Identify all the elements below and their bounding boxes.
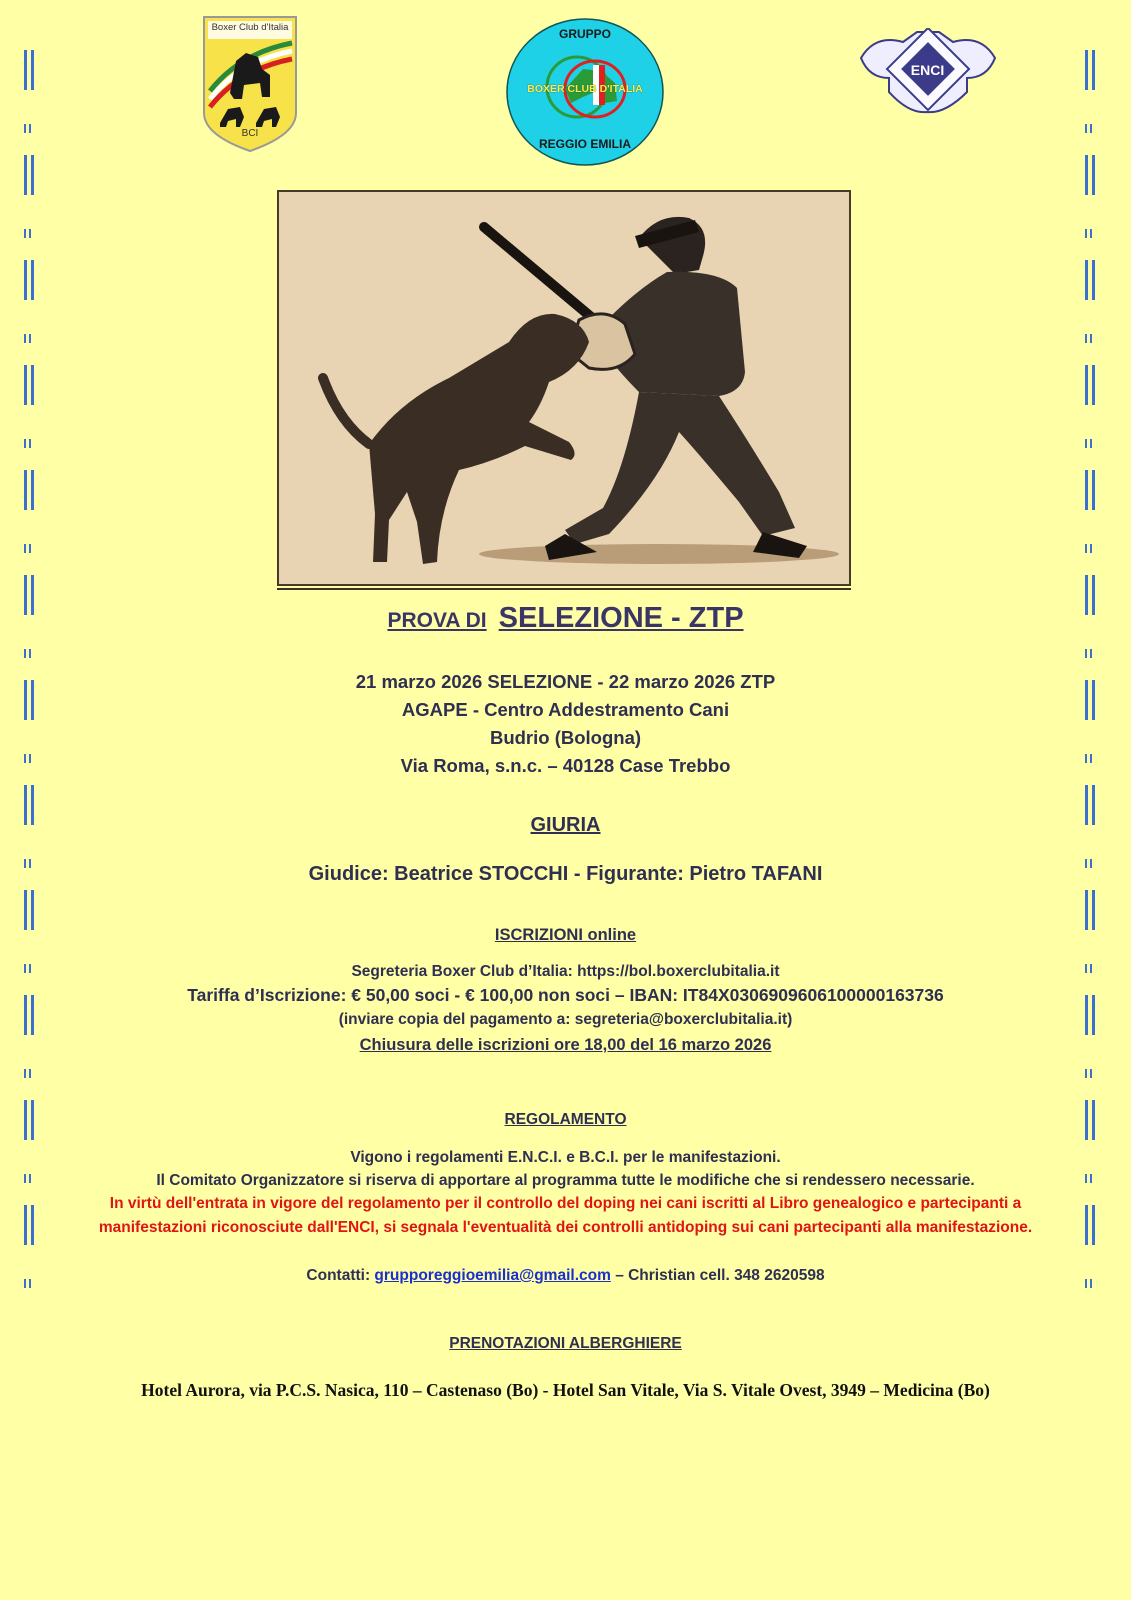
bci-logo bbox=[200, 13, 300, 153]
border-tick-mark bbox=[1085, 645, 1107, 663]
border-tick-mark bbox=[1085, 330, 1107, 348]
border-tick-mark bbox=[24, 540, 46, 558]
event-address: Via Roma, s.n.c. – 40128 Case Trebbo bbox=[400, 755, 731, 776]
regolamento-line1: Vigono i regolamenti E.N.C.I. e B.C.I. per le manifestazioni. bbox=[350, 1149, 781, 1166]
prenotazioni-hotels: Hotel Aurora, via P.C.S. Nasica, 110 – Castenaso (Bo) - Hotel San Vitale, Via S. Vitale Ovest, 3949 – Medicina (Bo) bbox=[141, 1380, 990, 1400]
giuria-line: Giudice: Beatrice STOCCHI - Figurante: Pietro TAFANI bbox=[308, 863, 823, 885]
contatti-label: Contatti: bbox=[306, 1267, 371, 1284]
border-tick-mark bbox=[24, 225, 46, 243]
border-double-bar bbox=[24, 155, 46, 200]
border-tick-mark bbox=[24, 120, 46, 138]
contatti-line bbox=[0, 1264, 1131, 1288]
border-double-bar bbox=[24, 50, 46, 95]
border-double-bar bbox=[1085, 365, 1107, 410]
regolamento-doping-warning-1: In virtù dell'entrata in vigore del regolamento per il controllo del doping nei cani iscritti al Libro genealogico e partecipanti a bbox=[109, 1195, 1022, 1212]
event-dates: 21 marzo 2026 SELEZIONE - 22 marzo 2026 ZTP bbox=[355, 671, 776, 692]
group-logo-center: BOXER CLUB D'ITALIA bbox=[527, 83, 643, 95]
border-double-bar bbox=[1085, 260, 1107, 305]
border-double-bar bbox=[1085, 155, 1107, 200]
group-logo-arc-top: GRUPPO bbox=[558, 27, 611, 41]
event-city: Budrio (Bologna) bbox=[489, 727, 642, 748]
border-double-bar bbox=[24, 260, 46, 305]
iscrizioni-segreteria: Segreteria Boxer Club d’Italia: https://bol.boxerclubitalia.it bbox=[351, 963, 780, 980]
border-tick-mark bbox=[24, 1065, 46, 1083]
title-prefix: PROVA DI bbox=[387, 609, 487, 632]
illustration-divider bbox=[277, 588, 851, 590]
iscrizioni-copia: (inviare copia del pagamento a: segreteria@boxerclubitalia.it) bbox=[338, 1011, 793, 1028]
regolamento-heading: REGOLAMENTO bbox=[504, 1111, 627, 1128]
iscrizioni-chiusura: Chiusura delle iscrizioni ore 18,00 del 16 marzo 2026 bbox=[359, 1036, 772, 1054]
gruppo-reggio-emilia-logo bbox=[505, 17, 665, 167]
regolamento-line2: Il Comitato Organizzatore si riserva di apportare al programma tutte le modifiche che si rendessero necessarie. bbox=[156, 1172, 975, 1189]
border-tick-mark bbox=[1085, 435, 1107, 453]
border-double-bar bbox=[24, 470, 46, 515]
enci-logo-text: ENCI bbox=[910, 62, 945, 78]
border-tick-mark bbox=[24, 645, 46, 663]
border-tick-mark bbox=[24, 330, 46, 348]
event-venue: AGAPE - Centro Addestramento Cani bbox=[401, 699, 730, 720]
iscrizioni-tariffa: Tariffa d’Iscrizione: € 50,00 soci - € 100,00 non soci – IBAN: IT84X0306909606100000163736 bbox=[187, 985, 944, 1005]
border-double-bar bbox=[24, 365, 46, 410]
dog-protection-illustration bbox=[277, 190, 851, 586]
contatti-phone: – Christian cell. 348 2620598 bbox=[615, 1267, 825, 1284]
bci-logo-abbr: BCI bbox=[241, 128, 259, 139]
enci-logo bbox=[855, 28, 1000, 116]
border-tick-mark bbox=[1085, 225, 1107, 243]
border-tick-mark bbox=[1085, 1065, 1107, 1083]
regolamento-doping-warning-2: manifestazioni riconosciute dall'ENCI, si segnala l'eventualità dei controlli antidoping sui cani partecipanti alla manifestazione. bbox=[98, 1219, 1033, 1236]
contatti-email-link[interactable]: grupporeggioemilia@gmail.com bbox=[374, 1267, 611, 1284]
giuria-heading: GIURIA bbox=[530, 814, 601, 836]
page-title bbox=[0, 602, 1131, 635]
iscrizioni-heading: ISCRIZIONI online bbox=[494, 926, 637, 944]
border-tick-mark bbox=[1085, 540, 1107, 558]
border-double-bar bbox=[1085, 470, 1107, 515]
group-logo-arc-bottom: REGGIO EMILIA bbox=[538, 137, 631, 151]
prenotazioni-heading: PRENOTAZIONI ALBERGHIERE bbox=[449, 1335, 682, 1352]
border-tick-mark bbox=[1085, 120, 1107, 138]
title-main: SELEZIONE - ZTP bbox=[498, 602, 744, 634]
border-tick-mark bbox=[24, 435, 46, 453]
bci-logo-title: Boxer Club d'Italia bbox=[211, 22, 289, 33]
border-double-bar bbox=[1085, 50, 1107, 95]
